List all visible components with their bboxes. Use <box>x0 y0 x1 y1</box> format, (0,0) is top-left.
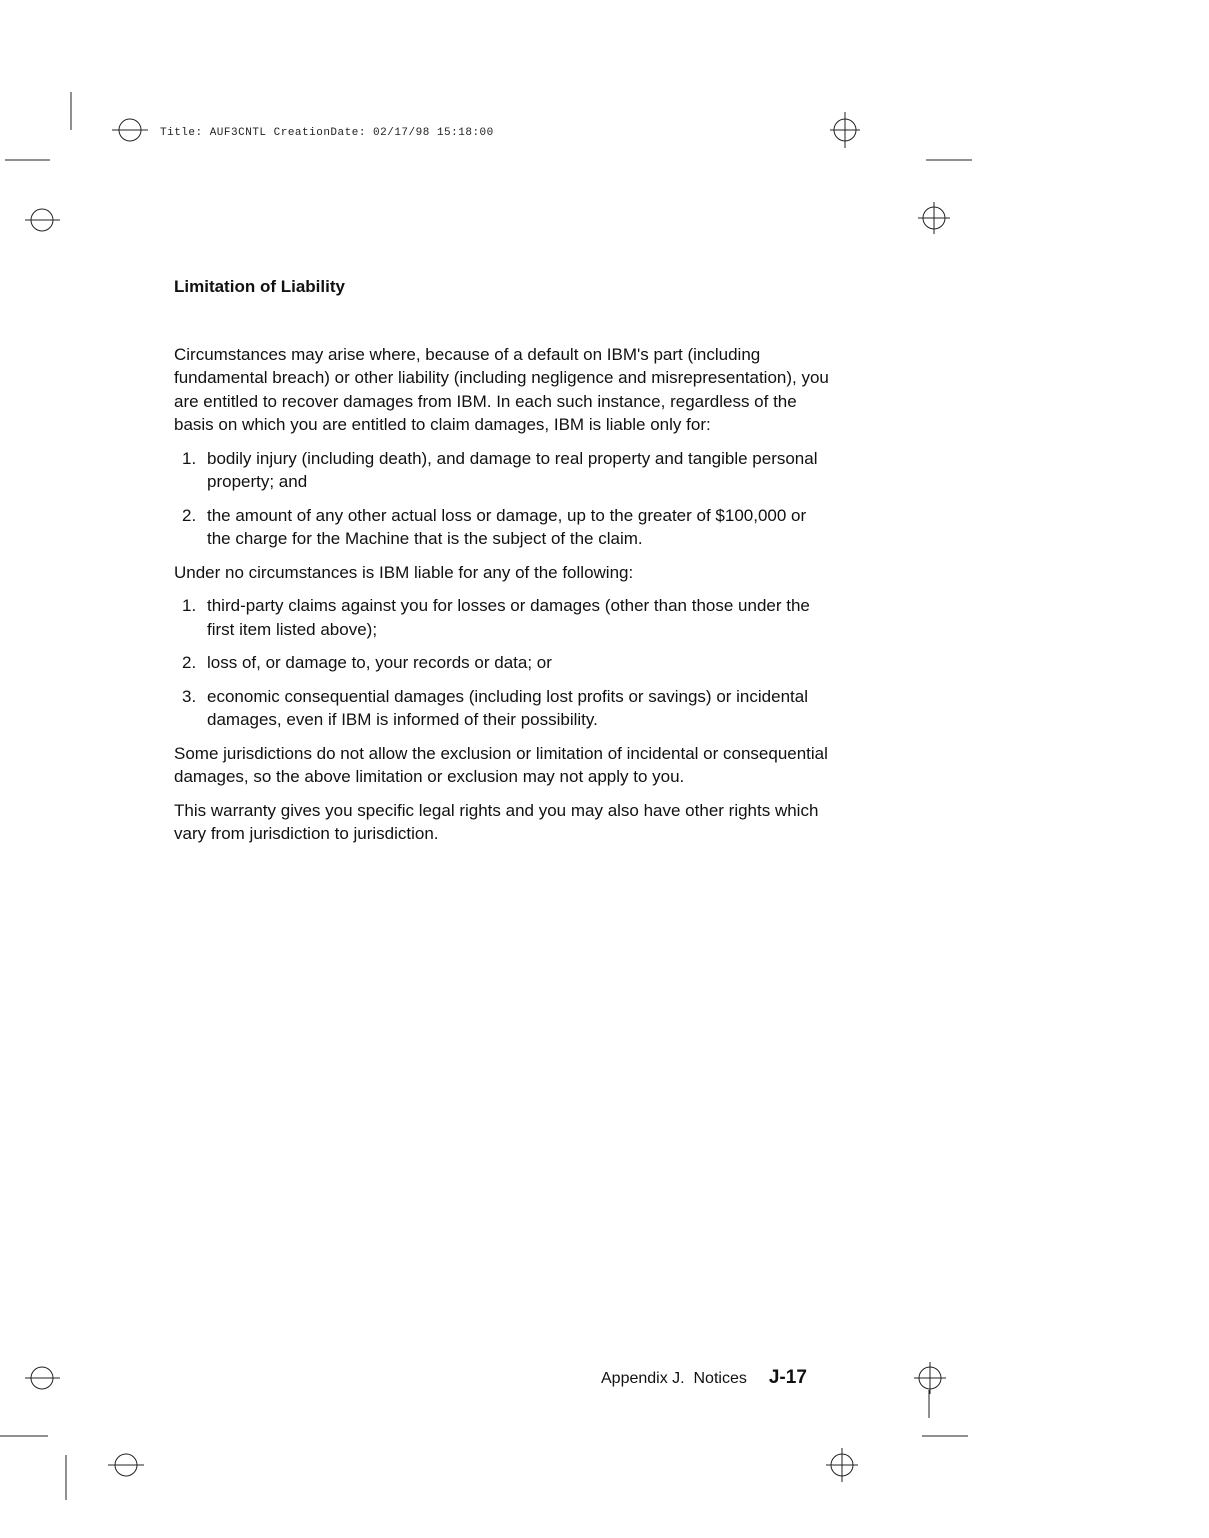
not-liable-list <box>174 594 834 732</box>
list-number: 2. <box>182 505 197 525</box>
warranty-paragraph: This warranty gives you specific legal rights and you may also have other rights which vary from jurisdiction to jurisdiction. <box>174 800 819 843</box>
page-number: J-17 <box>768 1367 807 1388</box>
document-body <box>174 275 834 856</box>
list-item <box>174 651 834 675</box>
crosshair-mark <box>108 1454 144 1476</box>
list-number: 1. <box>182 596 197 615</box>
crosshair-mark <box>25 209 60 231</box>
list-item-text: the amount of any other actual loss or damage, up to the greater of $100,000 or the charge for the Machine that is the subject of the claim. <box>207 505 807 548</box>
crosshair-mark <box>826 1448 858 1482</box>
list-item <box>174 504 834 551</box>
crosshair-mark <box>25 1367 60 1389</box>
crosshair-mark <box>112 119 148 141</box>
page-footer <box>601 1367 807 1389</box>
liable-list <box>174 447 834 551</box>
crosshair-mark <box>830 112 860 148</box>
list-item <box>174 594 834 641</box>
list-item <box>174 447 834 494</box>
not-liable-intro: Under no circumstances is IBM liable for any of the following: <box>174 562 634 582</box>
list-item-text: economic consequential damages (including lost profits or savings) or incidental damages, even if IBM is informed of their possibility. <box>207 686 808 729</box>
list-item-text: bodily injury (including death), and damage to real property and tangible personal property; and <box>207 448 818 491</box>
jurisdiction-paragraph: Some jurisdictions do not allow the exclusion or limitation of incidental or consequential damages, so the above limitation or exclusion may not apply to you. <box>174 743 828 786</box>
crosshair-mark <box>918 202 950 234</box>
footer-label: Appendix J. Notices <box>601 1370 747 1387</box>
section-title: Limitation of Liability <box>174 277 345 296</box>
list-item-text: third-party claims against you for losses or damages (other than those under the first item listed above); <box>207 596 810 639</box>
creation-header: Title: AUF3CNTL CreationDate: 02/17/98 15:18:00 <box>160 127 494 139</box>
crosshair-mark <box>914 1362 946 1394</box>
list-number: 2. <box>182 653 197 672</box>
list-item <box>174 685 834 732</box>
list-number: 1. <box>182 448 197 468</box>
list-number: 3. <box>182 686 197 706</box>
intro-paragraph: Circumstances may arise where, because of a default on IBM's part (including fundamental breach) or other liability (including negligence and misrepresentation), you are entitled to recover damages from IBM. In each such instance, regardless of the basis on which you are entitled to claim damages, IBM is liable only for: <box>174 344 829 434</box>
list-item-text: loss of, or damage to, your records or data; or <box>207 653 552 672</box>
